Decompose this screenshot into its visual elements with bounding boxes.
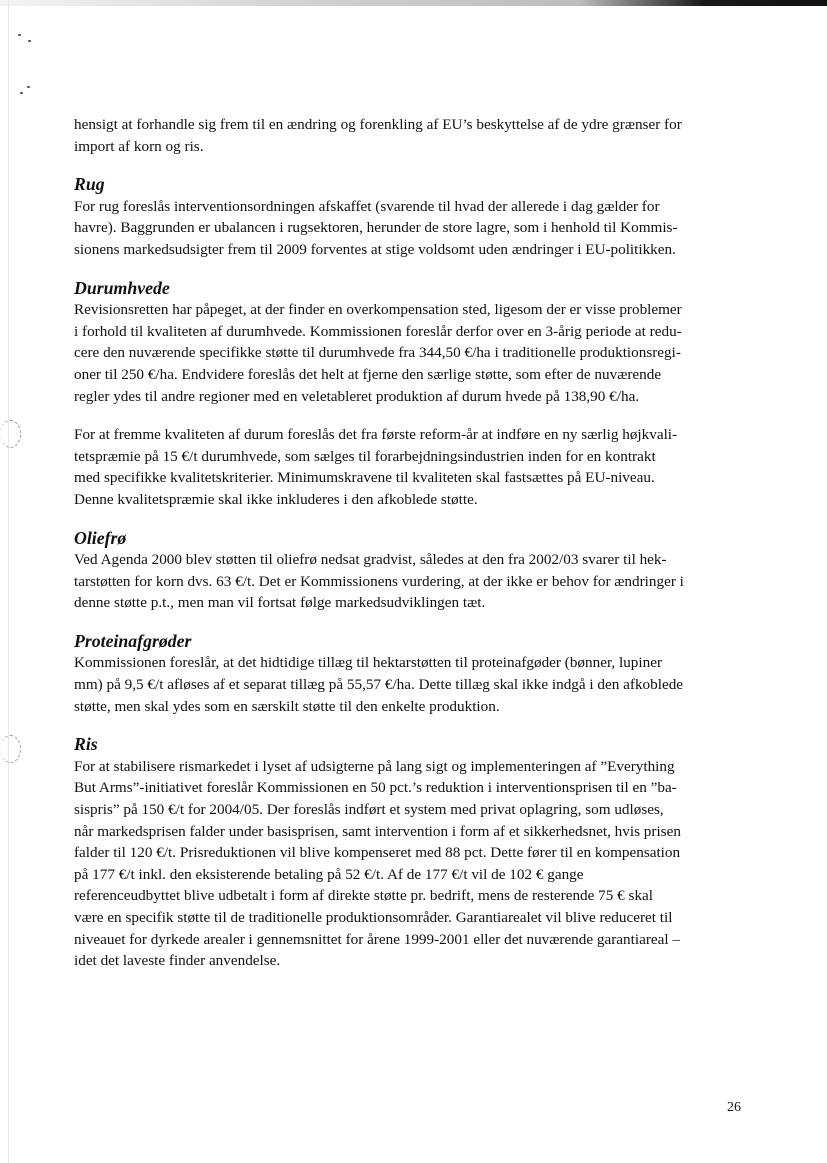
- section-rug: [74, 174, 754, 260]
- punch-hole-mark: [0, 420, 21, 448]
- text-line: Denne kvalitetspræmie skal ikke inkluderes i den afkoblede støtte.: [74, 490, 478, 508]
- text-line: havre). Baggrunden er ubalancen i rugsektoren, herunder de store lagre, som i henhold til Kommis-: [74, 219, 678, 237]
- text-line: referenceudbyttet blive udbetalt i form af direkte støtte pr. bedrift, mens de resterende 75 € skal: [74, 887, 654, 905]
- text-line: For at fremme kvaliteten af durum foreslås det fra første reform-år at indføre en ny særlig højkvali-: [74, 426, 678, 444]
- text-line: hensigt at forhandle sig frem til en ændring og forenkling af EU’s beskyttelse af de ydre grænser for: [74, 116, 682, 133]
- page-number: 26: [727, 1100, 741, 1115]
- text-line: tarstøtten for korn dvs. 63 €/t. Det er Kommissionens vurdering, at der ikke er behov for ændringer i: [74, 572, 684, 590]
- scan-left-edge: [8, 0, 9, 1163]
- punch-hole-mark: [0, 735, 21, 763]
- paragraph: [74, 652, 754, 717]
- text-line: med specifikke kvalitetskriterier. Minimumskravene til kvaliteten skal fastsættes på EU-niveau.: [74, 469, 655, 487]
- scan-speck: [18, 34, 21, 36]
- section-proteinafgroder: [74, 631, 754, 717]
- text-line: denne støtte p.t., men man vil fortsat følge markedsudviklingen tæt.: [74, 594, 486, 612]
- text-line: tetspræmie på 15 €/t durumhvede, som sælges til forarbejdningsindustrien inden for en kontrakt: [74, 447, 656, 465]
- section-heading: Oliefrø: [74, 527, 127, 548]
- text-line: For rug foreslås interventionsordningen afskaffet (svarende til hvad der allerede i dag gælder for: [74, 197, 660, 215]
- paragraph: [74, 424, 754, 510]
- paragraph: [74, 196, 754, 261]
- scan-speck: [28, 40, 31, 42]
- section-ris: [74, 734, 754, 972]
- text-line: være en specifik støtte til de traditionelle produktionsområder. Garantiarealet vil blive reduceret til: [74, 909, 673, 926]
- text-line: støtte, men skal ydes som en særskilt støtte til den enkelte produktion.: [74, 697, 500, 715]
- text-line: mm) på 9,5 €/t afløses af et separat tillæg på 55,57 €/ha. Dette tillæg skal ikke indgå i den afkoblede: [74, 676, 684, 694]
- scan-speck: [20, 92, 23, 94]
- text-line: oner til 250 €/ha. Endvidere foreslås det helt at fjerne den særlige støtte, som efter de nuværende: [74, 365, 662, 383]
- paragraph: [74, 549, 754, 614]
- text-line: idet det laveste finder anvendelse.: [74, 952, 281, 970]
- section-oliefro: [74, 528, 754, 614]
- text-line: regler ydes til andre regioner med en veletableret produktion af durum hvede på 138,90 €/ha.: [74, 387, 640, 405]
- text-line: på 177 €/t inkl. den eksisterende betaling på 52 €/t. Af de 177 €/t vil de 102 € gange: [74, 865, 584, 883]
- text-line: Kommissionen foreslår, at det hidtidige tillæg til hektarstøtten til proteinafgøder (bønner, lupiner: [74, 654, 663, 672]
- section-heading: Proteinafgrøder: [74, 630, 192, 651]
- paragraph: [74, 756, 754, 972]
- text-line: i forhold til kvaliteten af durumhvede. Kommissionen foreslår derfor over en 3-årig periode at redu-: [74, 322, 682, 340]
- text-line: sispris” på 150 €/t for 2004/05. Der foreslås indført et system med privat oplagring, som udløses,: [74, 801, 664, 819]
- text-line: når markedsprisen falder under basisprisen, samt intervention i form af et sikkerhedsnet, hvis prisen: [74, 822, 681, 840]
- text-line: import af korn og ris.: [74, 137, 204, 155]
- text-line: sionens markedsudsigter frem til 2009 forventes at stige voldsomt uden ændringer i EU-politikken.: [74, 240, 676, 258]
- text-line: Ved Agenda 2000 blev støtten til oliefrø nedsat gradvist, således at den fra 2002/03 svarer til hek-: [74, 551, 667, 569]
- section-heading: Durumhvede: [74, 277, 170, 298]
- intro-paragraph: [74, 114, 754, 157]
- section-durumhvede: [74, 278, 754, 511]
- text-line: falder til 120 €/t. Prisreduktionen vil blive kompenseret med 88 pct. Dette fører til en kompensation: [74, 844, 681, 862]
- text-line: niveauet for dyrkede arealer i gennemsnittet for årene 1999-2001 eller det nuværende garantiareal –: [74, 930, 680, 948]
- text-line: But Arms”-initiativet foreslår Kommissionen en 50 pct.’s reduktion i interventionsprisen til en ”ba-: [74, 779, 677, 797]
- scan-speck: [27, 86, 30, 88]
- section-heading: Rug: [74, 174, 105, 195]
- document-body: [74, 114, 754, 972]
- section-heading: Ris: [74, 734, 98, 755]
- text-line: Revisionsretten har påpeget, at der finder en overkompensation sted, ligesom der er visse problemer: [74, 301, 682, 319]
- paragraph: [74, 299, 754, 407]
- text-line: cere den nuværende specifikke støtte til durumhvede fra 344,50 €/ha i traditionelle produktionsregi-: [74, 344, 681, 362]
- scan-top-rule: [0, 0, 827, 6]
- text-line: For at stabilisere rismarkedet i lyset af udsigterne på lang sigt og implementeringen af ”Everything: [74, 757, 675, 775]
